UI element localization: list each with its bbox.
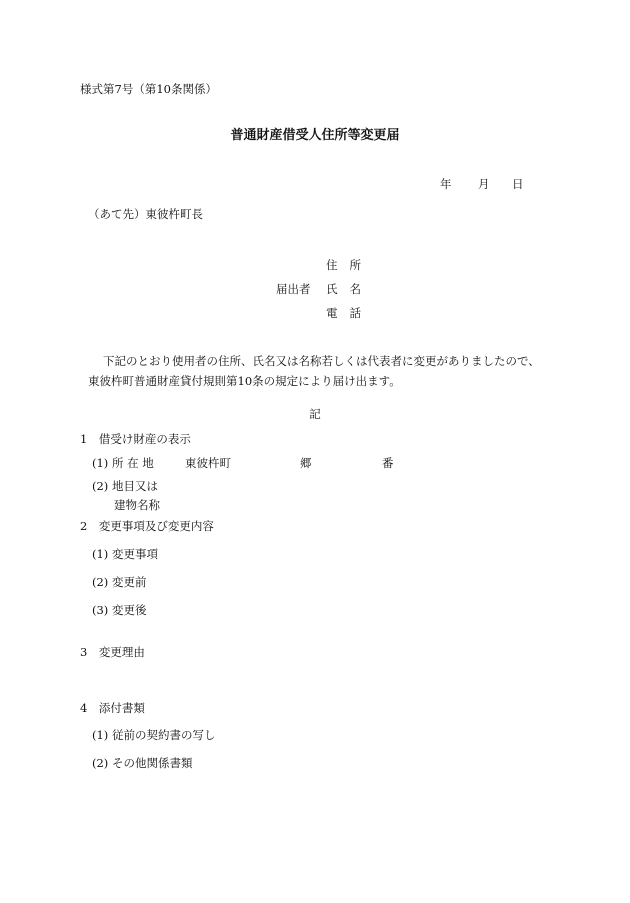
location-go: 郷 bbox=[300, 456, 312, 470]
change-item-3: (3) 変更後 bbox=[92, 603, 147, 617]
address-label: 住 所 bbox=[326, 258, 361, 272]
date-month: 月 bbox=[478, 177, 490, 191]
phone-label: 電 話 bbox=[326, 306, 361, 320]
section-1-heading: 1 借受け財産の表示 bbox=[80, 432, 191, 446]
building-name-label: 建物名称 bbox=[114, 498, 160, 512]
section-4-heading: 4 添付書類 bbox=[80, 701, 145, 715]
change-item-2: (2) 変更前 bbox=[92, 575, 147, 589]
section-3-heading: 3 変更理由 bbox=[80, 645, 145, 659]
ki-mark: 記 bbox=[309, 407, 321, 421]
attachment-item-1: (1) 従前の契約書の写し bbox=[92, 728, 216, 742]
body-line-1: 下記のとおり使用者の住所、氏名又は名称若しくは代表者に変更がありましたので、 bbox=[103, 354, 540, 368]
attachment-item-2: (2) その他関係書類 bbox=[92, 756, 193, 770]
land-category-label: (2) 地目又は bbox=[92, 479, 158, 493]
section-2-heading: 2 変更事項及び変更内容 bbox=[80, 519, 214, 533]
document-title: 普通財産借受人住所等変更届 bbox=[230, 128, 400, 143]
date-day: 日 bbox=[512, 177, 524, 191]
location-town: 東彼杵町 bbox=[185, 456, 231, 470]
date-year: 年 bbox=[440, 177, 452, 191]
addressee: （あて先）東彼杵町長 bbox=[88, 207, 203, 221]
form-number: 様式第7号（第10条関係） bbox=[80, 82, 217, 96]
change-item-1: (1) 変更事項 bbox=[92, 547, 158, 561]
applicant-label: 届出者 bbox=[276, 282, 311, 296]
location-label: (1) 所 在 地 bbox=[92, 456, 154, 470]
body-line-2: 東彼杵町普通財産貸付規則第10条の規定により届け出ます。 bbox=[88, 374, 401, 388]
name-label: 氏 名 bbox=[326, 282, 361, 296]
location-ban: 番 bbox=[382, 456, 394, 470]
